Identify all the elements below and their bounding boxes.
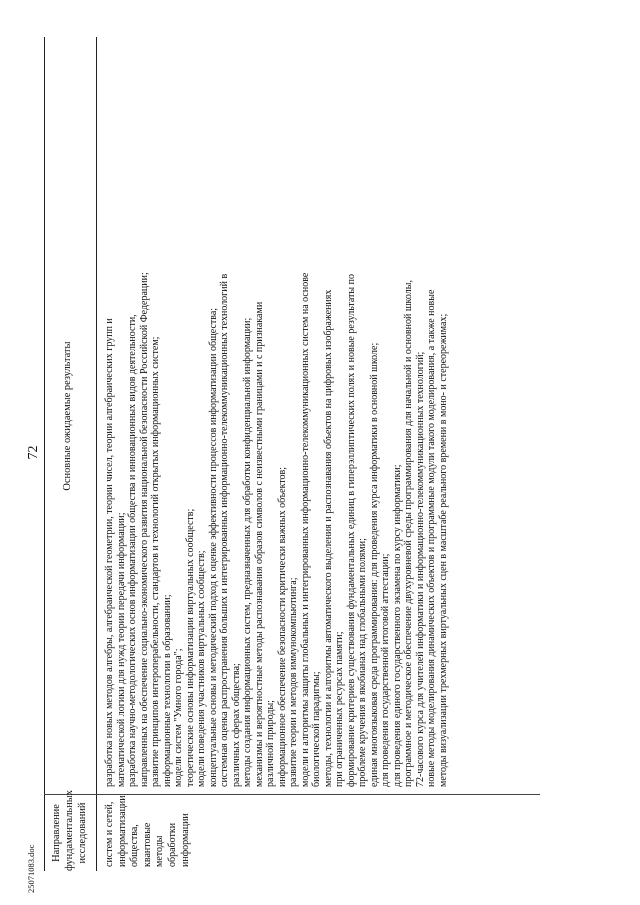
result-line: единая многоязыковая среда программирования: для проведения курса информатики в основной школе; — [368, 342, 380, 787]
result-line: модели и алгоритмы защиты глобальных и интегрированных информационно-телекоммуникационных систем на основе — [299, 272, 311, 787]
result-line: информационные технологии в образовании; — [161, 594, 173, 787]
result-line: развитие принципов интероперабельности, стандартов и технологий открытых информационных систем; — [150, 336, 161, 787]
direction-line: общества, квантовые — [129, 822, 153, 867]
result-line: формирование критериев существования фундаментальных единиц в гиперэллиптических полях и новые результаты по — [345, 274, 357, 787]
result-line: методы создания информационных систем, предназначенных для обработки конфиденциальной информации; — [242, 317, 253, 787]
result-line: модели поведения участников виртуальных сообществ; — [196, 550, 207, 787]
result-line: для проведения единого государственного экзамена по курсу информатики; — [391, 464, 403, 787]
result-line: информационное обеспечение безопасности критически важных объектов; — [276, 466, 288, 787]
result-line: механизмы и вероятностные методы распознавания образов символов с неизвестными границами и с признаками — [253, 301, 265, 787]
result-line: развитие теории и методов иммунокомпьютинга; — [288, 577, 299, 787]
page-number: 72 — [26, 445, 41, 460]
header-results: Основные ожидаемые результаты — [62, 341, 73, 491]
result-line: методы, технологии и алгоритмы автоматического выделения и распознавания объектов на цифровых изображениях — [322, 289, 334, 787]
result-line: математической логики для нужд теории передачи информации; — [115, 512, 127, 787]
results-cell — [104, 41, 449, 787]
result-line: концептуальные основы и методический подход к оценке эффективности процессов информатизации общества; — [207, 307, 219, 787]
table-header-divider — [96, 37, 97, 871]
result-line: разработка новых методов алгебры, алгебраической геометрии, теории чисел, теории алгебраических групп и — [104, 318, 115, 787]
result-line: направленных на обеспечение социально-экономического развития национальной безопасности Российской Федерации; — [138, 272, 150, 787]
result-line: теоретические основы информатизации виртуальных сообществ; — [184, 508, 196, 787]
document-id: 25071083.doc — [26, 844, 36, 893]
result-line: проблеме кручения в якобианах над глобальными полями; — [357, 538, 368, 787]
result-line: методы визуализации трехмерных виртуальных сцен в масштабе реального времени в моно- и стереорежимах; — [437, 313, 449, 787]
result-line: программное и методическое обеспечение двухуровневой среды программирования для начальной и основной школы, — [403, 280, 414, 787]
table-top-border — [44, 37, 45, 871]
result-line: модели систем "Умного города"; — [173, 648, 184, 787]
result-line: системная оценка распространения больших и интегрированных информационно-телекоммуникационных технологий в — [219, 273, 230, 787]
result-line: различной природы; — [265, 700, 276, 787]
result-line: различных сферах общества; — [230, 663, 242, 787]
results-table — [44, 37, 540, 871]
result-line: при ограниченных ресурсах памяти; — [334, 631, 345, 787]
result-line: для проведения государственной итоговой аттестации; — [380, 553, 391, 787]
direction-line: информации — [179, 813, 191, 867]
direction-line: информатизации — [116, 795, 128, 867]
result-line: 72-часового курса для учителей информатики и информационно-телекоммуникационных технологий; — [414, 351, 426, 787]
direction-line: методы обработки — [154, 822, 178, 867]
result-line: новые методы моделирования динамических объектов и программные модули такого моделирования, а также новые — [426, 289, 437, 787]
result-line: биологической парадигмы; — [311, 671, 322, 787]
result-line: разработка научно-методологических основ информатизации общества и инновационных видов деятельности, — [127, 314, 138, 787]
direction-line: систем и сетей, — [104, 801, 115, 867]
direction-cell — [104, 795, 192, 867]
header-direction: Направление фундаментальных исследований — [51, 790, 89, 871]
